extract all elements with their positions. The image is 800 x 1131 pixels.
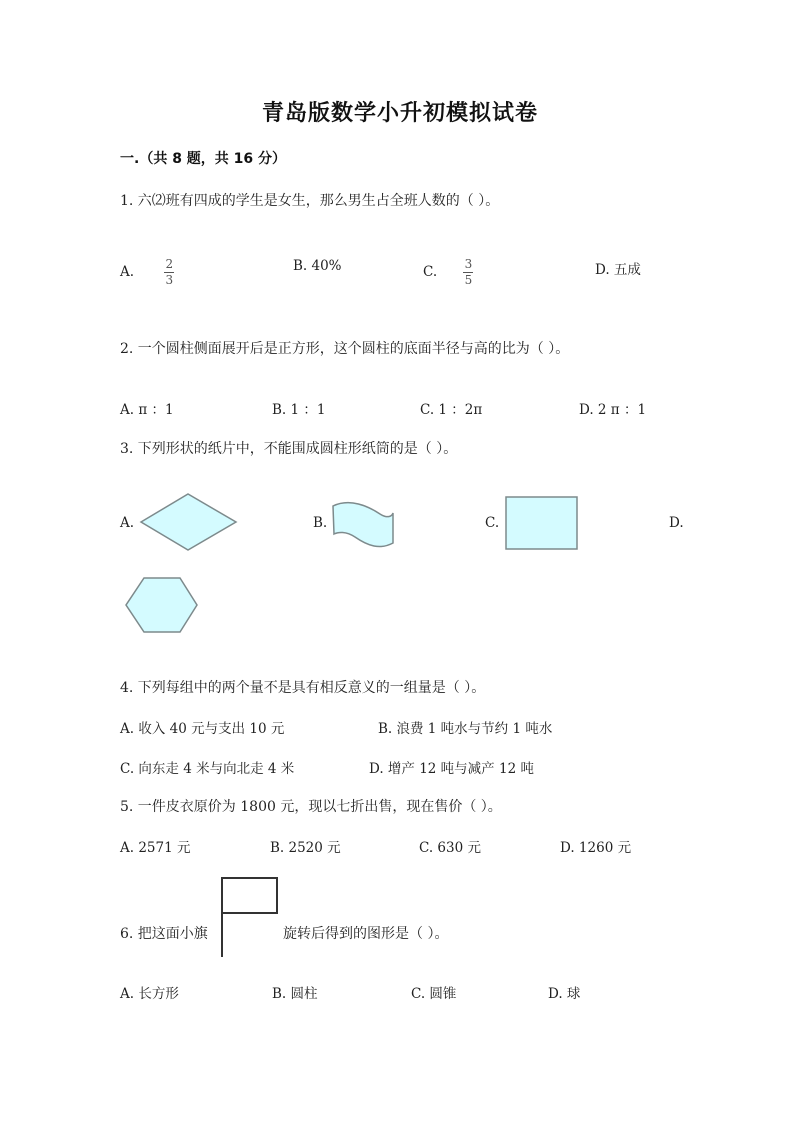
q6-option-c: C. 圆锥	[411, 986, 457, 1002]
q6-option-b: B. 圆柱	[272, 986, 318, 1002]
q1-option-c-label: C.	[423, 264, 438, 280]
q6-option-d: D. 球	[548, 986, 581, 1002]
q1-option-a-label: A.	[120, 264, 135, 280]
q3-option-c: C.	[485, 515, 500, 531]
section-header: 一.（共 8 题，共 16 分）	[120, 151, 287, 167]
q1-option-d: D. 五成	[595, 262, 641, 278]
q5-option-a: A. 2571 元	[120, 840, 191, 856]
q4-option-d: D. 增产 12 吨与减产 12 吨	[369, 761, 534, 777]
q5-option-b: B. 2520 元	[270, 840, 341, 856]
q4-option-a: A. 收入 40 元与支出 10 元	[120, 721, 285, 737]
question-6-text-after: 旋转后得到的图形是（ ）。	[283, 926, 449, 942]
q4-option-b: B. 浪费 1 吨水与节约 1 吨水	[378, 721, 553, 737]
question-3-text: 3. 下列形状的纸片中，不能围成圆柱形纸筒的是（ ）。	[120, 441, 458, 457]
question-5-text: 5. 一件皮衣原价为 1800 元，现以七折出售，现在售价（ ）。	[120, 799, 502, 815]
q2-option-b: B. 1 ：1	[272, 402, 326, 418]
q2-option-a: A. π ：1	[120, 402, 174, 418]
fraction-numerator: 2	[165, 257, 174, 271]
question-6-text-before: 6. 把这面小旗	[120, 926, 208, 942]
q4-option-c: C. 向东走 4 米与向北走 4 米	[120, 761, 295, 777]
fraction-denominator: 3	[165, 273, 174, 287]
q6-option-a: A. 长方形	[120, 986, 179, 1002]
q1-option-b: B. 40%	[293, 258, 342, 274]
q5-option-d: D. 1260 元	[560, 840, 632, 856]
q5-option-c: C. 630 元	[419, 840, 481, 856]
q2-option-c: C. 1 ：2π	[420, 402, 483, 418]
fraction-numerator: 3	[464, 257, 473, 271]
question-4-text: 4. 下列每组中的两个量不是具有相反意义的一组量是（ ）。	[120, 680, 486, 696]
q2-option-d: D. 2 π ：1	[579, 402, 647, 418]
fraction-denominator: 5	[464, 273, 473, 287]
q3-option-a: A.	[120, 515, 135, 531]
question-2-text: 2. 一个圆柱侧面展开后是正方形，这个圆柱的底面半径与高的比为（ ）。	[120, 341, 570, 357]
q3-option-d: D.	[669, 515, 684, 531]
q3-option-b: B.	[313, 515, 328, 531]
page-title: 青岛版数学小升初模拟试卷	[261, 100, 538, 126]
question-1-text: 1. 六⑵班有四成的学生是女生，那么男生占全班人数的（ ）。	[120, 193, 500, 209]
